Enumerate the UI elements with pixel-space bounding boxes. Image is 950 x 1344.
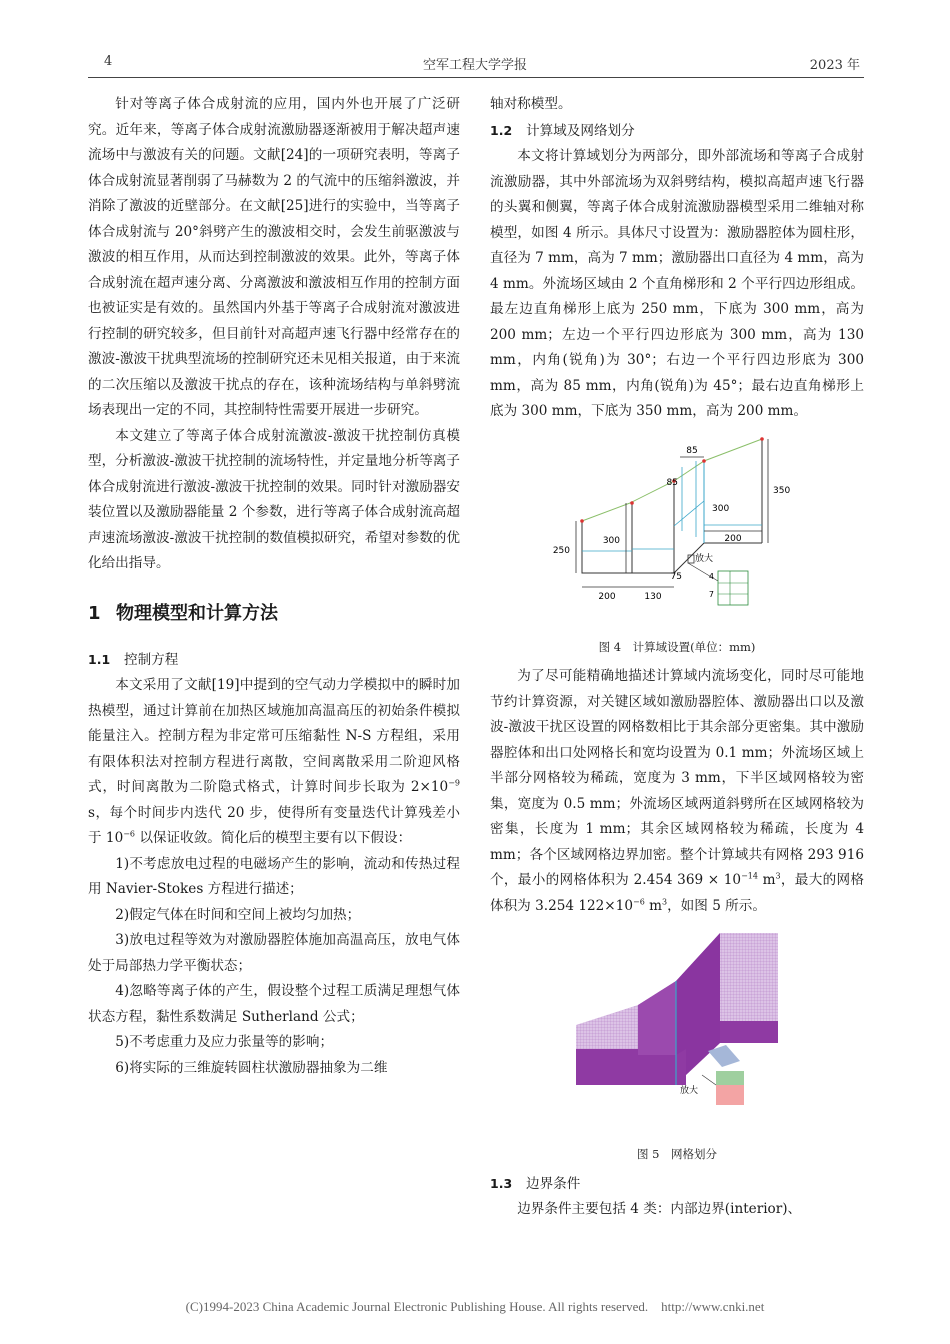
page-header <box>86 54 864 76</box>
corner-marker <box>702 459 706 463</box>
dim-label-75: 75 <box>670 571 682 582</box>
paragraph-boundary-conditions: 边界条件主要包括 4 类：内部边界(interior)、 <box>517 1201 802 1217</box>
header-rule <box>88 77 864 78</box>
superscript: 3 <box>775 871 781 881</box>
text-run: 以保证收敛。简化后的模型主要有以下假设： <box>135 830 412 846</box>
figure-4 <box>490 431 864 657</box>
text-run: s，每个时间步内迭代 20 步，使得所有变量迭代计算残差小于 10 <box>88 804 460 846</box>
journal-title: 空军工程大学学报 <box>422 58 527 73</box>
paragraph-aim: 本文建立了等离子体合成射流激波-激波干扰控制仿真模型，分析激波-激波干扰控制的流场特性，并定量地分析等离子体合成射流进行激波-激波干扰控制的效果。同时针对激励器安装位置以及激励器能量 2 个参数，进行等离子体合成射流高超声速流场激波-激波干扰控制的数值模拟研究，希望对参数的优化给出指导。 <box>88 427 460 571</box>
right-column <box>490 92 864 1223</box>
text-run: ，如图 5 所示。 <box>667 897 766 914</box>
section-title: 物理模型和计算方法 <box>116 602 278 624</box>
text-run: m <box>644 897 662 914</box>
text-run: ，最大的网格体积为 3.254 122×10 <box>490 872 864 914</box>
dim-label-85: 85 <box>686 445 698 456</box>
text-run: 本文采用了文献[19]中提到的空气动力学模拟中的瞬时加热模型，通过计算前在加热区域施加高温高压的初始条件模拟能量注入。控制方程为非定常可压缩黏性 N-S 方程组，采用有限体积法对控制方程进行离散，空间离散采用二阶迎风格式，时间离散为二阶隐式格式，计算时间步长取为 2×10 <box>88 677 460 795</box>
corner-marker <box>580 519 584 523</box>
figure-5-caption: 图 5 网格划分 <box>637 1146 717 1161</box>
subsection-title: 边界条件 <box>526 1175 581 1192</box>
section-heading-1 <box>88 601 460 627</box>
dim-label-250: 250 <box>552 545 570 556</box>
paragraph-intro: 针对等离子体合成射流的应用，国内外也开展了广泛研究。近年来，等离子体合成射流激励器逐渐被用于解决超声速流场中与激波有关的问题。文献[24]的一项研究表明，等离子体合成射流显著削弱了马赫数为 2 的气流中的压缩斜激波，并消除了激波的近壁部分。在文献[25]进行的实验中，当等离子体合成射流与 20°斜劈产生的激波相交时，会发生前驱激波与激波的相互作用，从而达到控制激波的效果。此外，等离子体合成射流在超声速分离、分离激波和激波相互作用的控制方面也被证实是有效的。虽然国内外基于等离子合成射流对激波进行控制的研究较多，但目前针对高超声速飞行器中经常存在的激波-激波干扰典型流场的控制研究还未见相关报道，由于来流的二次压缩以及激波干扰点的存在，该种流场结构与单斜劈流场表现出一定的不同，其控制特性需要开展进一步研究。 <box>88 96 460 418</box>
subsection-heading-1-3 <box>490 1171 864 1198</box>
mesh-dense-band-right <box>720 1021 778 1043</box>
section-number: 1 <box>88 602 101 624</box>
zoom-label: 放大 <box>694 553 714 564</box>
figure-4-caption: 图 4 计算域设置(单位：mm) <box>598 640 756 654</box>
corner-marker <box>760 437 764 441</box>
dim-label-200: 200 <box>724 533 742 544</box>
zoomed-cavity <box>716 1085 744 1105</box>
paragraph-governing-equations <box>88 673 460 852</box>
assumption-3: 3)放电过程等效为对激励器腔体施加高温高压，放电气体处于局部热力学平衡状态； <box>88 932 460 974</box>
superscript: −6 <box>123 829 136 839</box>
dim-label-200: 200 <box>598 591 616 602</box>
subsection-title: 计算域及网络划分 <box>526 122 635 139</box>
footer-link[interactable]: http://www.cnki.net <box>661 1299 765 1314</box>
dim-label-300: 300 <box>712 503 730 514</box>
dim-label-300: 300 <box>602 535 620 546</box>
paragraph-domain: 本文将计算域划分为两部分，即外部流场和等离子合成射流激励器，其中外部流场为双斜劈结构，模拟高超声速飞行器的头翼和侧翼，等离子体合成射流激励器模型采用二维轴对称模型，如图 4 所示。具体尺寸设置为：激励器腔体为圆柱形，直径为 7 mm，高为 7 mm；激励器出口直径为 4 mm，高为 4 mm。外流场区域由 2 个直角梯形和 2 个平行四边形组成。最左边直角梯形上底为 250 mm，下底为 300 mm，高为 200 mm；左边一个平行四边形底为 300 mm，高为 130 mm，内角(锐角)为 30°；右边一个平行四边形底为 300 mm，高为 85 mm，内角(锐角)为 45°；最右边直角梯形上底为 300 mm，下底为 350 mm，高为 200 mm。 <box>490 148 864 419</box>
copyright-text: (C)1994-2023 China Academic Journal Electronic Publishing House. All rights reserved. <box>185 1299 649 1314</box>
text-run: 为了尽可能精确地描述计算域内流场变化，同时尽可能地节约计算资源，对关键区域如激励器腔体、激励器出口以及激波-激波干扰区设置的网格数相比于其余部分更密集。其中激励器腔体和出口处网格长和宽均设置为 0.1 mm；外流场区域上半部分网格较为稀疏，宽度为 3 mm，下半区域网格较为密集，宽度为 0.5 mm；外流场区域两道斜劈所在区域网格较为密集，长度为 1 mm；其余区域网格较为稀疏，长度为 4 mm；各个区域网格边界加密。整个计算域共有网格 293 916 个，最小的网格体积为 2.454 369 × 10 <box>490 668 864 888</box>
dim-label-350: 350 <box>773 485 791 496</box>
superscript: −9 <box>448 778 460 788</box>
dim-line <box>674 501 704 526</box>
paragraph-mesh <box>490 664 864 919</box>
subsection-number: 1.3 <box>490 1175 513 1191</box>
paragraph-continuation: 轴对称模型。 <box>490 96 572 112</box>
dim-label-85: 85 <box>666 477 678 488</box>
assumption-5: 5)不考虑重力及应力张量等的影响； <box>115 1034 334 1050</box>
figure-4-diagram <box>490 431 864 627</box>
assumption-1: 1)不考虑放电过程的电磁场产生的影响，流动和传热过程用 Navier-Stokes 方程进行描述； <box>88 855 460 897</box>
corner-marker <box>630 501 634 505</box>
publication-year: 2023 年 <box>809 58 860 73</box>
zoom-leader <box>702 1075 716 1085</box>
domain-lower-boundary <box>582 521 762 573</box>
dim-label-7: 7 <box>708 589 714 599</box>
zoom-label: 放大 <box>679 1086 698 1096</box>
zoomed-actuator <box>718 571 748 605</box>
figure-5-mesh-image <box>490 925 864 1133</box>
dim-label-130: 130 <box>644 591 662 602</box>
assumption-2: 2)假定气体在时间和空间上被均匀加热； <box>115 906 361 923</box>
zoomed-exit <box>716 1071 744 1085</box>
superscript: −14 <box>741 871 758 881</box>
subsection-title: 控制方程 <box>124 651 179 668</box>
figure-5 <box>490 925 864 1163</box>
subsection-heading-1-1 <box>88 647 460 674</box>
subsection-number: 1.1 <box>88 651 111 667</box>
page-number: 4 <box>104 54 113 69</box>
subsection-heading-1-2 <box>490 118 864 145</box>
copyright-footer <box>0 1299 950 1315</box>
dim-label-4: 4 <box>708 571 714 581</box>
mesh-wedge-1 <box>638 981 676 1055</box>
assumption-6: 6)将实际的三维旋转圆柱状激励器抽象为二维 <box>115 1059 388 1076</box>
text-run: m <box>757 872 776 888</box>
superscript: 3 <box>662 896 668 906</box>
assumption-4: 4)忽略等离子体的产生，假设整个过程工质满足理想气体状态方程，黏性系数满足 Sutherland 公式； <box>88 983 460 1025</box>
superscript: −6 <box>632 896 645 906</box>
left-column <box>88 92 460 1081</box>
subsection-number: 1.2 <box>490 122 513 138</box>
